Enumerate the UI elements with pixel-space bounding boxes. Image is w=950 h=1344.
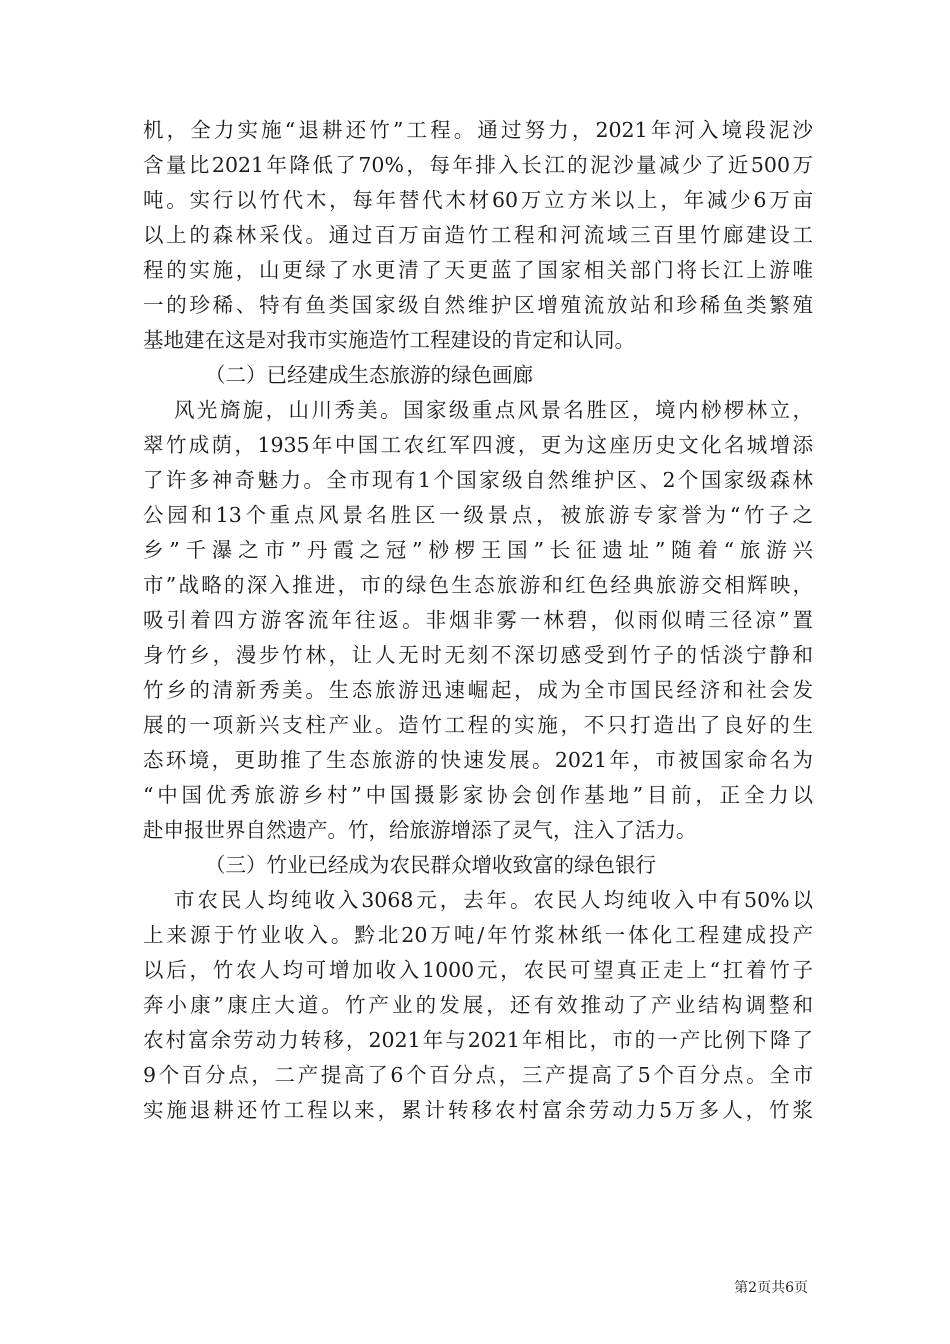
body-text — [143, 113, 813, 1128]
text-line: 实施退耕还竹工程以来，累计转移农村富余劳动力5万多人，竹浆 — [143, 1098, 813, 1122]
text-line: 了许多神奇魅力。全市现有1个国家级自然维护区、2个国家级森林 — [143, 468, 813, 492]
text-line: 9个百分点，二产提高了6个百分点，三产提高了5个百分点。全市 — [143, 1063, 813, 1087]
text-line: 含量比2021年降低了70%，每年排入长江的泥沙量减少了近500万 — [143, 153, 813, 177]
text-line: 竹乡的清新秀美。生态旅游迅速崛起，成为全市国民经济和社会发 — [143, 678, 813, 702]
text-line: 以后，竹农人均可增加收入1000元，农民可望真正走上“扛着竹子 — [143, 958, 813, 982]
text-line: “中国优秀旅游乡村”中国摄影家协会创作基地”目前，正全力以 — [143, 783, 813, 807]
text-line: 市农民人均纯收入3068元，去年。农民人均纯收入中有50%以 — [174, 888, 813, 912]
page-number: 第2页共6页 — [734, 1280, 808, 1296]
text-line: 市”战略的深入推进，市的绿色生态旅游和红色经典旅游交相辉映， — [143, 573, 813, 597]
text-line: 农村富余劳动力转移，2021年与2021年相比，市的一产比例下降了 — [143, 1028, 813, 1052]
text-line: 吨。实行以竹代木，每年替代木材60万立方米以上，年减少6万亩 — [143, 188, 813, 212]
text-line: 一的珍稀、特有鱼类国家级自然维护区增殖流放站和珍稀鱼类繁殖 — [143, 293, 813, 317]
section-heading: （三）竹业已经成为农民群众增收致富的绿色银行 — [205, 853, 656, 877]
section-heading: （二）已经建成生态旅游的绿色画廊 — [205, 363, 533, 387]
text-line: 展的一项新兴支柱产业。造竹工程的实施，不只打造出了良好的生 — [143, 713, 813, 737]
text-line: 上来源于竹业收入。黔北20万吨/年竹浆林纸一体化工程建成投产 — [143, 923, 813, 947]
text-line: 奔小康”康庄大道。竹产业的发展，还有效推动了产业结构调整和 — [143, 993, 813, 1017]
text-line: 乡”千瀑之市”丹霞之冠”桫椤王国”长征遗址”随着“旅游兴 — [143, 538, 813, 562]
text-line: 以上的森林采伐。通过百万亩造竹工程和河流域三百里竹廊建设工 — [143, 223, 813, 247]
text-line: 赴申报世界自然遗产。竹，给旅游增添了灵气，注入了活力。 — [143, 818, 697, 842]
text-line: 程的实施，山更绿了水更清了天更蓝了国家相关部门将长江上游唯 — [143, 258, 813, 282]
text-line: 风光旖旎，山川秀美。国家级重点风景名胜区，境内桫椤林立， — [174, 398, 813, 422]
text-line: 翠竹成荫，1935年中国工农红军四渡，更为这座历史文化名城增添 — [143, 433, 813, 457]
text-line: 机，全力实施“退耕还竹”工程。通过努力，2021年河入境段泥沙 — [143, 118, 813, 142]
text-line: 态环境，更助推了生态旅游的快速发展。2021年，市被国家命名为 — [143, 748, 813, 772]
text-line: 基地建在这是对我市实施造竹工程建设的肯定和认同。 — [143, 328, 635, 352]
text-line: 公园和13个重点风景名胜区一级景点，被旅游专家誉为“竹子之 — [143, 503, 813, 527]
text-line: 身竹乡，漫步竹林，让人无时无刻不深切感受到竹子的恬淡宁静和 — [143, 643, 813, 667]
text-line: 吸引着四方游客流年往返。非烟非雾一林碧，似雨似晴三径凉”置 — [143, 608, 813, 632]
